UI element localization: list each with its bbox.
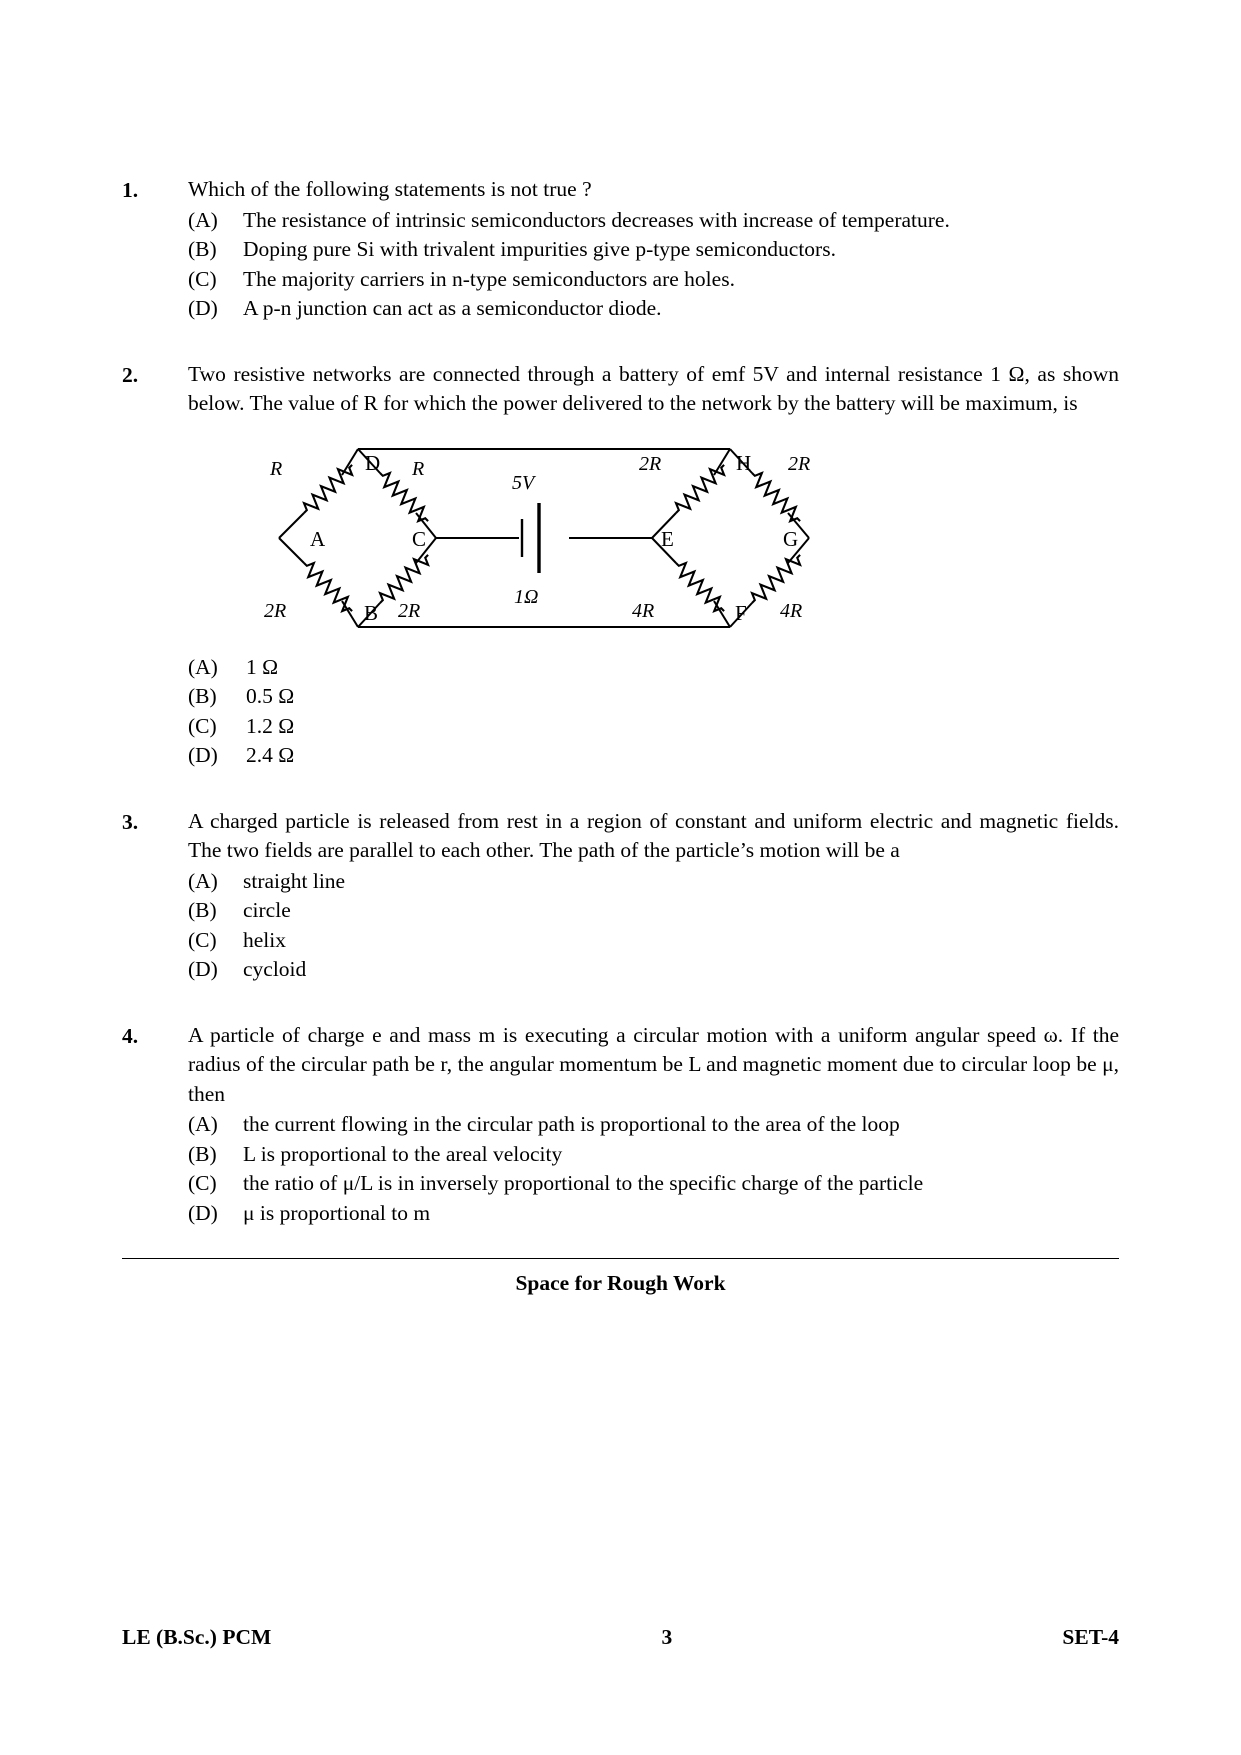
option-key: (C) xyxy=(188,266,217,291)
footer-exam-code: LE (B.Sc.) PCM xyxy=(122,1625,272,1649)
resistor-ab xyxy=(299,558,357,616)
resistor-eh xyxy=(671,459,729,517)
page-footer xyxy=(122,1625,1119,1650)
question-3-option-a[interactable] xyxy=(188,867,1119,897)
question-2 xyxy=(122,360,1119,771)
question-3-stem: A charged particle is released from rest in a region of constant and uniform electric and magnetic fields. The two fields are parallel to each other. The path of the particle’s motion will be a xyxy=(188,808,1119,862)
question-1-option-b[interactable] xyxy=(188,235,1119,265)
question-1-stem: Which of the following statements is not true ? xyxy=(188,177,592,201)
resistor-dc xyxy=(375,468,433,526)
option-text: The resistance of intrinsic semiconductors decreases with increase of temperature. xyxy=(243,207,950,232)
question-2-body xyxy=(188,360,1119,771)
resistor-label-ef: 4R xyxy=(632,599,655,622)
option-key: (A) xyxy=(188,868,218,893)
question-3-option-d[interactable] xyxy=(188,955,1119,985)
question-2-number: 2. xyxy=(122,362,139,387)
question-1-number: 1. xyxy=(122,178,139,202)
question-2-option-a[interactable] xyxy=(188,653,1119,683)
question-3-option-c[interactable] xyxy=(188,926,1119,956)
option-key: (D) xyxy=(188,743,218,767)
option-key: (A) xyxy=(188,654,218,679)
option-text: L is proportional to the areal velocity xyxy=(243,1141,563,1166)
option-text: 1.2 Ω xyxy=(246,713,295,738)
question-1-option-c[interactable] xyxy=(188,265,1119,295)
question-1 xyxy=(122,175,1119,324)
option-key: (B) xyxy=(188,1141,217,1166)
option-text: cycloid xyxy=(243,957,307,981)
node-label-e: E xyxy=(661,526,674,551)
option-key: (B) xyxy=(188,684,217,708)
question-4 xyxy=(122,1021,1119,1229)
option-text: μ is proportional to m xyxy=(243,1200,431,1225)
resistor-ad xyxy=(299,459,357,517)
footer-page-number: 3 xyxy=(661,1625,673,1649)
resistor-ef xyxy=(671,558,729,616)
question-3-number: 3. xyxy=(122,809,139,834)
node-label-d: D xyxy=(365,450,381,475)
option-text: 1 Ω xyxy=(246,654,279,679)
option-text: circle xyxy=(243,898,291,922)
resistor-label-ab: 2R xyxy=(264,599,287,622)
resistor-hg xyxy=(747,468,805,526)
node-label-f: F xyxy=(735,600,747,625)
node-label-c: C xyxy=(412,526,427,551)
option-text: 0.5 Ω xyxy=(246,684,295,708)
footer-set-code: SET-4 xyxy=(1062,1625,1119,1649)
question-4-option-d[interactable] xyxy=(188,1199,1119,1229)
option-key: (A) xyxy=(188,207,218,232)
battery-internal-resistance-label: 1Ω xyxy=(514,585,539,608)
option-key: (C) xyxy=(188,1171,217,1195)
option-text: Doping pure Si with trivalent impurities give p-type semiconductors. xyxy=(243,237,836,261)
option-text: 2.4 Ω xyxy=(246,743,295,767)
resistor-label-eh: 2R xyxy=(639,452,662,475)
question-2-stem: Two resistive networks are connected through a battery of emf 5V and internal resistance 1 Ω, as shown below. The value of R for which the power delivered to the network by the battery will be maximum, is xyxy=(188,361,1119,415)
resistor-label-hg: 2R xyxy=(788,452,811,475)
option-text: the ratio of μ/L is in inversely proportional to the specific charge of the particle xyxy=(243,1171,924,1195)
node-label-b: B xyxy=(364,600,379,625)
question-2-option-b[interactable] xyxy=(188,682,1119,712)
question-4-number: 4. xyxy=(122,1023,139,1048)
question-4-stem: A particle of charge e and mass m is executing a circular motion with a uniform angular speed ω. If the radius of the circular path be r, the angular momentum be L and magnetic moment due to circular loop be μ, then xyxy=(188,1022,1119,1106)
option-key: (C) xyxy=(188,713,217,738)
resistor-label-fg: 4R xyxy=(780,599,803,622)
option-text: The majority carriers in n-type semiconductors are holes. xyxy=(243,266,735,291)
question-3 xyxy=(122,807,1119,985)
rough-work-title: Space for Rough Work xyxy=(515,1271,726,1295)
option-key: (C) xyxy=(188,927,217,952)
option-key: (D) xyxy=(188,957,218,981)
resistor-label-ad: R xyxy=(270,457,283,480)
question-4-body xyxy=(188,1021,1119,1229)
spacer xyxy=(122,330,1119,360)
option-text: A p-n junction can act as a semiconductor diode. xyxy=(243,296,662,320)
node-label-a: A xyxy=(310,526,326,551)
battery-emf-label: 5V xyxy=(512,471,535,494)
node-label-g: G xyxy=(783,526,799,551)
question-3-option-b[interactable] xyxy=(188,896,1119,926)
option-text: helix xyxy=(243,927,286,952)
option-key: (B) xyxy=(188,237,217,261)
resistor-label-bc: 2R xyxy=(398,599,421,622)
circuit-svg xyxy=(264,427,824,649)
option-text: the current flowing in the circular path is proportional to the area of the loop xyxy=(243,1112,900,1136)
question-3-options xyxy=(188,867,1119,985)
question-4-option-c[interactable] xyxy=(188,1169,1119,1199)
circuit-diagram xyxy=(188,427,1119,649)
question-3-body xyxy=(188,807,1119,985)
question-4-option-b[interactable] xyxy=(188,1140,1119,1170)
question-1-body xyxy=(188,175,1119,324)
question-4-options xyxy=(188,1110,1119,1228)
option-key: (B) xyxy=(188,898,217,922)
option-key: (A) xyxy=(188,1112,218,1136)
option-key: (D) xyxy=(188,1200,218,1225)
spacer xyxy=(122,777,1119,807)
option-key: (D) xyxy=(188,296,218,320)
question-2-option-c[interactable] xyxy=(188,712,1119,742)
question-1-options xyxy=(188,206,1119,324)
question-4-option-a[interactable] xyxy=(188,1110,1119,1140)
question-2-option-d[interactable] xyxy=(188,741,1119,771)
question-1-option-d[interactable] xyxy=(188,294,1119,324)
rough-work-divider xyxy=(122,1258,1119,1259)
question-2-options xyxy=(188,653,1119,771)
resistor-label-dc: R xyxy=(412,457,425,480)
spacer xyxy=(122,991,1119,1021)
question-1-option-a[interactable] xyxy=(188,206,1119,236)
node-label-h: H xyxy=(736,450,752,475)
option-text: straight line xyxy=(243,868,346,893)
